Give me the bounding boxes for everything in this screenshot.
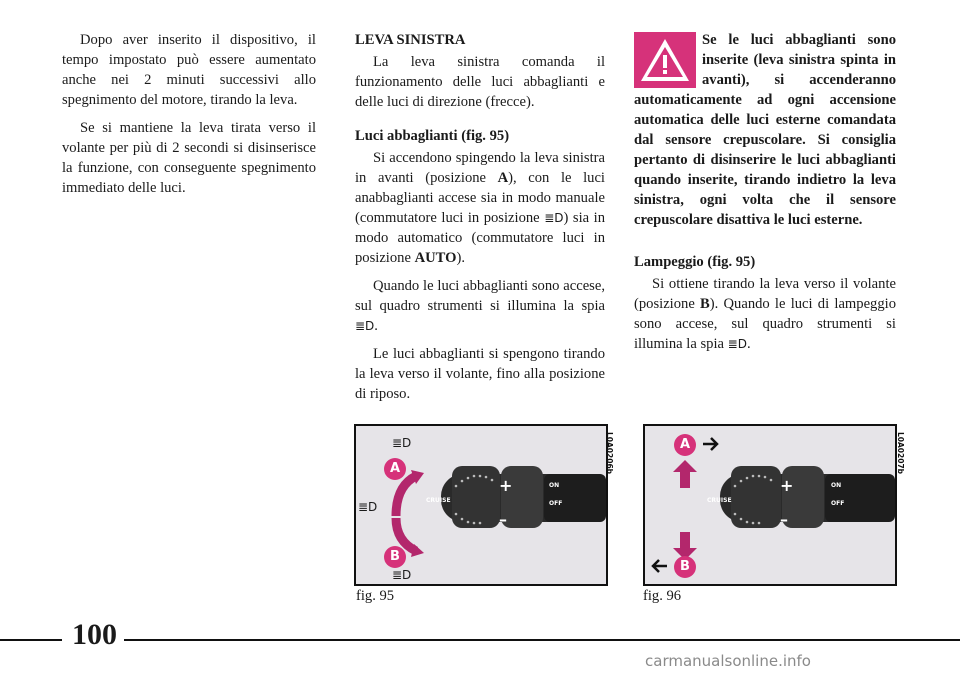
position-a-badge: A (674, 434, 696, 456)
plus-label: + (780, 476, 794, 495)
position-a-badge: A (384, 458, 406, 480)
high-beam-icon: ≣D (392, 436, 412, 450)
watermark: carmanualsonline.info (645, 652, 811, 670)
warning-triangle-icon (634, 32, 696, 88)
column-1 (62, 30, 316, 206)
warning-block (634, 30, 896, 230)
figure-95 (354, 424, 608, 586)
cruise-label: CRUISE (707, 497, 732, 504)
intro-paragraph: La leva sinistra comanda il funzionamento delle luci abbaglianti e delle luci di direzione (frecce). (355, 54, 605, 110)
on-label: ON (549, 482, 560, 489)
section-heading: LEVA SINISTRA (355, 32, 466, 48)
plus-label: + (499, 476, 513, 495)
high-beam-heading: Luci abbaglianti (fig. 95) (355, 128, 510, 144)
figure-caption: fig. 96 (643, 588, 682, 604)
figure-code: L0A0207b (896, 432, 905, 475)
high-beam-off-paragraph: Le luci abbaglianti si spengono tirando la leva verso il volante, fino alla posizione di riposo. (355, 346, 605, 402)
flash-icon: ≣D (392, 568, 412, 582)
position-b-badge: B (674, 556, 696, 578)
on-label: ON (831, 482, 842, 489)
figure-caption: fig. 95 (356, 588, 395, 604)
off-label: OFF (831, 500, 845, 507)
warning-text: Se le luci abbaglianti sono inserite (leva sinistra spinta in avanti), si accenderanno automaticamente ad ogni accensione automatica delle luci esterne comandata dal sensore crepuscolare. Si consiglia pertanto di disinserire le luci abbaglianti quando inserite, tirando indietro la leva sinistra, ogni volta che il sensore crepuscolare disattiva le luci esterne. (634, 32, 896, 228)
paragraph-2: Se si mantiene la leva tirata verso il volante per più di 2 secondi si disinserisce la funzione, con conseguente spegnimento immediato delle luci. (62, 120, 316, 196)
column-2 (355, 30, 605, 412)
high-beam-paragraph: Si accendono spingendo la leva sinistra in avanti (posizione A), con le luci anabbaglianti accese sia in modo manuale (commutatore luci in posizione ≣D) sia in modo automatico (commutatore luci in posizione AUTO). (355, 150, 605, 266)
flash-heading: Lampeggio (fig. 95) (634, 254, 756, 270)
low-beam-icon: ≣D (358, 500, 378, 514)
flash-paragraph: Si ottiene tirando la leva verso il volante (posizione B). Quando le luci di lampeggio sono accese, sul quadro strumenti si illumina la spia ≣D. (634, 276, 896, 352)
off-label: OFF (549, 500, 563, 507)
figure-code: L0A0206b (605, 432, 614, 475)
paragraph-1: Dopo aver inserito il dispositivo, il tempo impostato può essere aumentato anche nei 2 minuti successivi allo spegnimento del motore, tirando la leva. (62, 32, 316, 108)
position-b-badge: B (384, 546, 406, 568)
minus-label: – (499, 510, 507, 529)
column-3 (634, 30, 896, 362)
high-beam-icon: ≣D (727, 337, 747, 351)
page-number: 100 (72, 618, 117, 651)
footer-rule-left (0, 639, 62, 641)
cruise-label: CRUISE (426, 497, 451, 504)
warning-light-paragraph: Quando le luci abbaglianti sono accese, sul quadro strumenti si illumina la spia ≣D. (355, 278, 605, 334)
figure-96 (643, 424, 897, 586)
high-beam-icon: ≣D (355, 319, 375, 333)
footer-rule-right (124, 639, 960, 641)
low-beam-icon: ≣D (544, 211, 564, 225)
minus-label: – (780, 510, 788, 529)
